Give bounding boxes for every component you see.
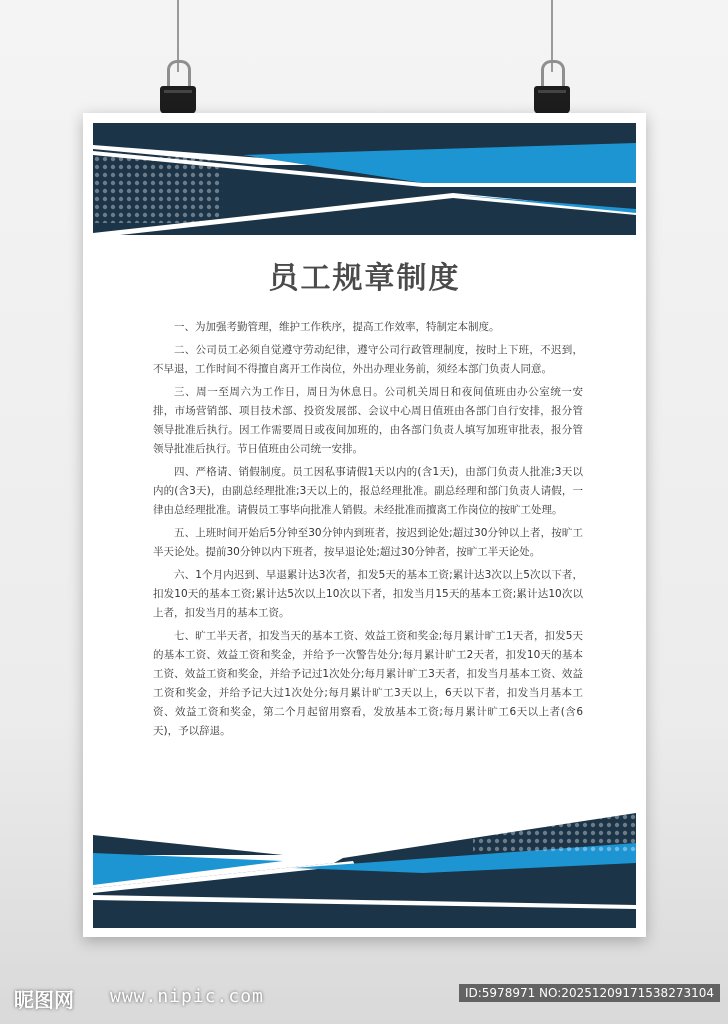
watermark-logo: 昵图网 <box>14 988 74 1012</box>
binder-clip-right-icon <box>534 60 570 116</box>
watermark-strip <box>0 970 728 1024</box>
watermark-url: www.nipic.com <box>110 986 264 1007</box>
regulation-item: 七、旷工半天者，扣发当天的基本工资、效益工资和奖金;每月累计旷工1天者，扣发5天的基本工资、效益工资和奖金，并给予一次警告处分;每月累计旷工2天者，扣发10天的基本工资、效益工资和奖金，并给予记过1次处分;每月累计旷工3天者，扣发当月基本工资、效益工资和奖金，并给予记大过1次处分;每月累计旷工3天以上，6天以下者，扣发当月基本工资、效益工资和奖金，第二个月起留用察看，发放基本工资;每月累计旷工6天以上者(含6天)，予以辞退。 <box>153 630 583 737</box>
header-decoration <box>93 123 636 238</box>
poster <box>83 113 646 937</box>
regulation-item: 二、公司员工必须自觉遵守劳动纪律，遵守公司行政管理制度，按时上下班，不迟到，不早退，工作时间不得擅自离开工作岗位，外出办理业务前，须经本部门负责人同意。 <box>153 344 583 375</box>
regulation-item: 四、严格请、销假制度。员工因私事请假1天以内的(含1天)，由部门负责人批准;3天以内的(含3天)，由副总经理批准;3天以上的，报总经理批准。副总经理和部门负责人请假，一律由总经理批准。请假员工事毕向批准人销假。未经批准而擅离工作岗位的按旷工处理。 <box>153 466 583 516</box>
watermark-id: ID:5978971 NO:20251209171538273104 <box>459 984 720 1002</box>
footer-decoration <box>93 813 636 928</box>
regulation-item: 五、上班时间开始后5分钟至30分钟内到班者，按迟到论处;超过30分钟以上者，按旷工半天论处。提前30分钟以内下班者，按早退论处;超过30分钟者，按旷工半天论处。 <box>153 527 583 558</box>
regulation-item: 三、周一至周六为工作日，周日为休息日。公司机关周日和夜间值班由办公室统一安排，市场营销部、项目技术部、投资发展部、会议中心周日值班由各部门自行安排，报分管领导批准后执行。因工作需要周日或夜间加班的，由各部门负责人填写加班审批表，报分管领导批准后执行。节日值班由公司统一安排。 <box>153 386 583 455</box>
regulation-item: 六、1个月内迟到、早退累计达3次者，扣发5天的基本工资;累计达3次以上5次以下者，扣发10天的基本工资;累计达5次以上10次以下者，扣发当月15天的基本工资;累计达10次以上者，扣发当月的基本工资。 <box>153 569 583 619</box>
regulations-body <box>153 318 583 745</box>
regulation-item: 一、为加强考勤管理，维护工作秩序，提高工作效率，特制定本制度。 <box>174 321 500 333</box>
binder-clip-left-icon <box>160 60 196 116</box>
page-title: 员工规章制度 <box>268 261 461 296</box>
